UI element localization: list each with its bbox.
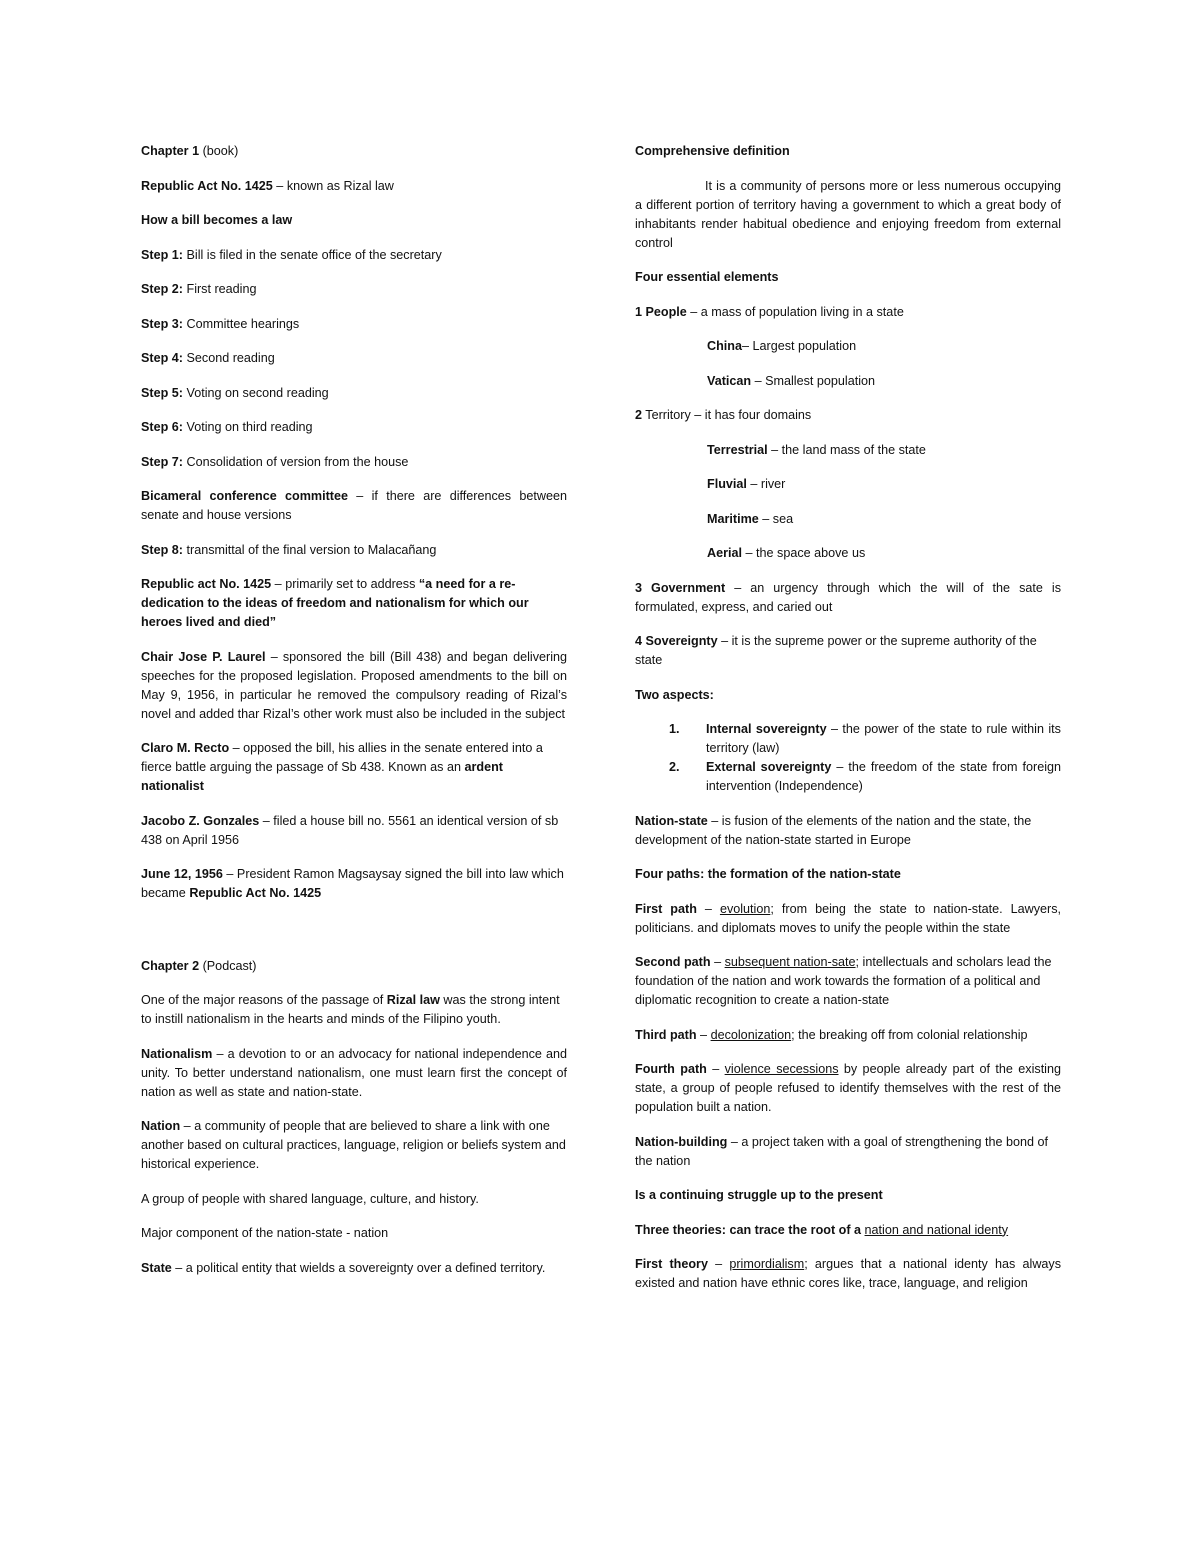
major-component-line: Major component of the nation-state - nation [141, 1226, 389, 1240]
gonzales-paragraph: Jacobo Z. Gonzales – filed a house bill no. 5561 an identical version of sb 438 on April 1956 [141, 813, 559, 847]
chapter-2-heading: Chapter 2 (Podcast) [141, 958, 257, 973]
vatican-line: Vatican – Smallest population [707, 373, 876, 388]
third-path-paragraph: Third path – decolonization; the breaking off from colonial relationship [635, 1027, 1028, 1042]
nationalism-paragraph: Nationalism – a devotion to or an advocacy for national independence and unity. To better understand nationalism, one must learn first the concept of nation as well as state and nation-state. [141, 1046, 567, 1099]
step-item: Step 2: First reading [141, 282, 257, 296]
list-item: 2. External sovereignty – the freedom of the state from foreign intervention (Independence) [669, 760, 1062, 793]
second-path-paragraph: Second path – subsequent nation-sate; intellectuals and scholars lead the foundation of the nation and work towards the formation of a political and diplomatic recognition to create a nation-state [635, 955, 1052, 1007]
state-paragraph: State – a political entity that wields a sovereignty over a defined territory. [141, 1260, 546, 1275]
how-bill-heading: How a bill becomes a law [141, 213, 293, 227]
right-column [635, 142, 1061, 1309]
step-item: Step 7: Consolidation of version from the house [141, 454, 409, 469]
june-12-paragraph: June 12, 1956 – President Ramon Magsaysay signed the bill into law which became Republic Act No. 1425 [141, 867, 564, 900]
territory-element: 2 Territory – it has four domains [635, 408, 812, 422]
section-gap [141, 919, 567, 957]
major-reasons-paragraph: One of the major reasons of the passage of Rizal law was the strong intent to instill nationalism in the hearts and minds of the Filipino youth. [141, 993, 560, 1026]
china-line: China– Largest population [707, 339, 857, 353]
government-element: 3 Government – an urgency through which the will of the sate is formulated, express, and caried out [635, 580, 1061, 614]
four-elements-heading: Four essential elements [635, 270, 779, 284]
step-8: Step 8: transmittal of the final version to Malacañang [141, 542, 437, 557]
shared-group-line: A group of people with shared language, culture, and history. [141, 1191, 479, 1206]
four-paths-heading: Four paths: the formation of the nation-state [635, 867, 901, 881]
first-path-paragraph: First path – evolution; from being the state to nation-state. Lawyers, politicians. and diplomats moves to unify the people within the state [635, 901, 1061, 935]
comprehensive-definition-heading: Comprehensive definition [635, 144, 790, 158]
sovereignty-element: 4 Sovereignty – it is the supreme power or the supreme authority of the state [635, 634, 1037, 667]
nation-paragraph: Nation – a community of people that are believed to share a link with one another based on cultural practices, language, religion or beliefs system and historical experience. [141, 1119, 566, 1171]
three-theories-line: Three theories: can trace the root of a nation and national identy [635, 1222, 1009, 1237]
left-column [141, 142, 567, 1293]
domain-item: Aerial – the space above us [707, 546, 866, 560]
chapter-1-heading: Chapter 1 (book) [141, 144, 239, 158]
list-item: 1. Internal sovereignty – the power of the state to rule within its territory (law) [669, 722, 1061, 755]
step-item: Step 1: Bill is filed in the senate office of the secretary [141, 247, 442, 262]
laurel-paragraph: Chair Jose P. Laurel – sponsored the bill (Bill 438) and began delivering speeches for the proposed legislation. Proposed amendments to the bill on May 9, 1956, in particular he removed the compulsory reading of Rizal’s novel and added thar Rizal’s other work must also be included in the subject [141, 649, 567, 721]
two-aspects-heading: Two aspects: [635, 687, 714, 702]
step-item: Step 5: Voting on second reading [141, 385, 329, 400]
domain-item: Fluvial – river [707, 477, 786, 491]
first-theory-paragraph: First theory – primordialism; argues that a national identy has always existed and nation have ethnic cores like, trace, language, and religion [635, 1257, 1062, 1290]
recto-paragraph: Claro M. Recto – opposed the bill, his allies in the senate entered into a fierce battle arguing the passage of Sb 438. Known as an ardent nationalist [141, 741, 543, 793]
domain-item: Terrestrial – the land mass of the state [707, 442, 926, 457]
nation-building-paragraph: Nation-building – a project taken with a goal of strengthening the bond of the nation [635, 1134, 1049, 1168]
aspects-list [635, 720, 1061, 796]
rizal-law-line: Republic Act No. 1425 – known as Rizal law [141, 178, 394, 193]
fourth-path-paragraph: Fourth path – violence secessions by people already part of the existing state, a group of people refused to identify themselves with the rest of the population built a nation. [635, 1062, 1061, 1114]
bicameral-paragraph: Bicameral conference committee – if there are differences between senate and house versions [141, 489, 567, 522]
step-item: Step 6: Voting on third reading [141, 420, 313, 434]
comprehensive-definition-text: It is a community of persons more or less numerous occupying a different portion of territory having a government to which a great body of inhabitants render habitual obedience and enjoying freedom from external control [635, 178, 1061, 250]
step-item: Step 3: Committee hearings [141, 316, 300, 331]
step-item: Step 4: Second reading [141, 351, 275, 365]
people-element: 1 People – a mass of population living in a state [635, 304, 904, 319]
domain-item: Maritime – sea [707, 511, 794, 526]
ra-purpose-paragraph: Republic act No. 1425 – primarily set to address “a need for a re-dedication to the ideas of freedom and nationalism for which our heroes lived and died” [141, 577, 529, 629]
nation-state-paragraph: Nation-state – is fusion of the elements of the nation and the state, the development of the nation-state started in Europe [635, 813, 1032, 847]
continuing-struggle-line: Is a continuing struggle up to the present [635, 1188, 883, 1202]
